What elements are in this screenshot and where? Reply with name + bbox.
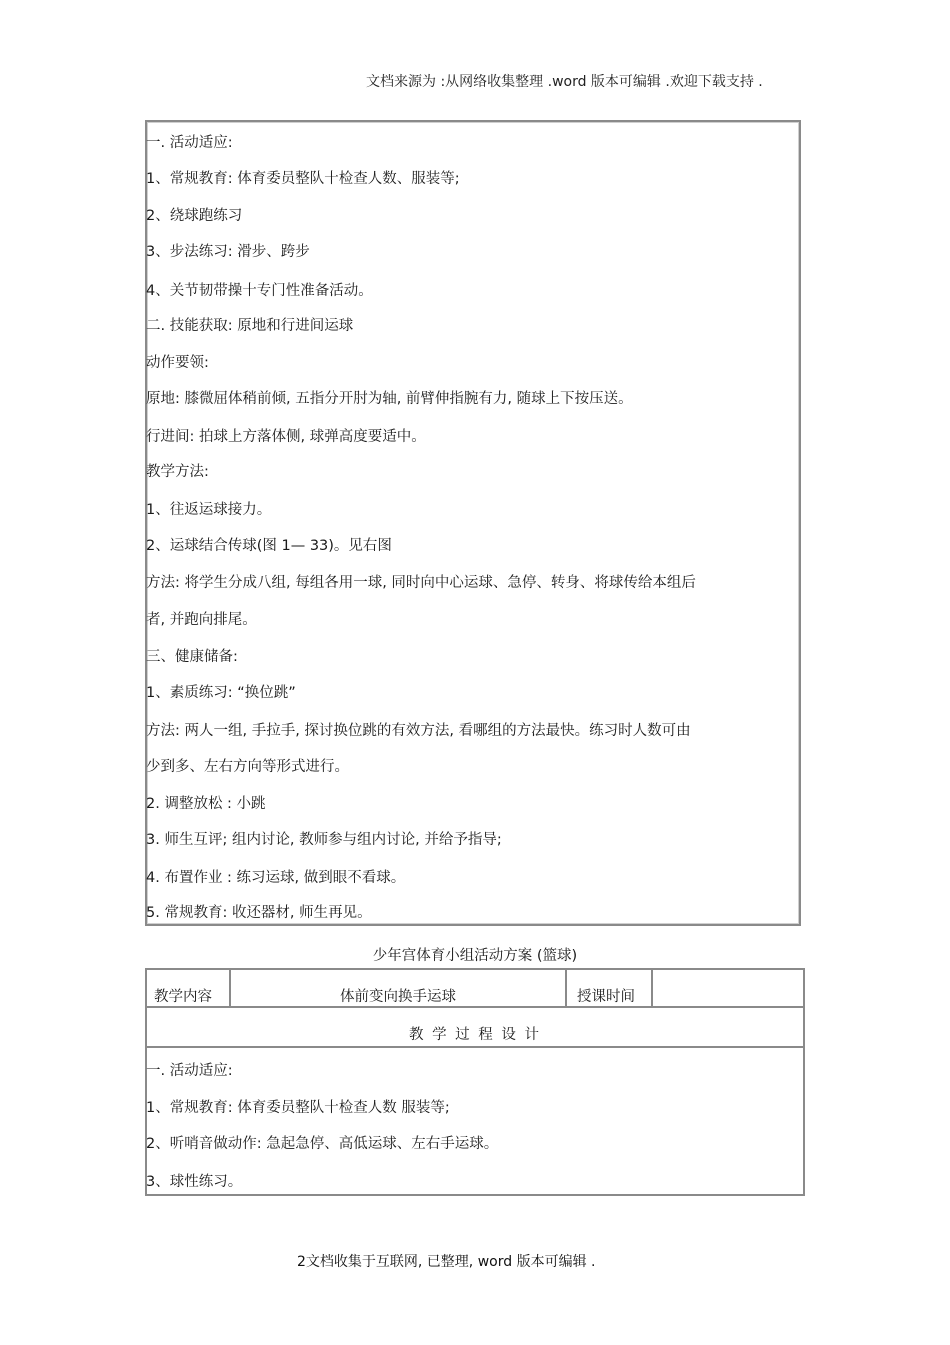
text-line: 方法: 两人一组, 手拉手, 探讨换位跳的有效方法, 看哪组的方法最快。练习时人数可由: [146, 723, 691, 739]
source-note: 文档来源为 :从网络收集整理 .word 版本可编辑 .欢迎下载支持 .: [366, 74, 763, 90]
text-line: 动作要领:: [146, 355, 209, 371]
text-line: 方法: 将学生分成八组, 每组各用一球, 同时向中心运球、急停、转身、将球传给本组后: [146, 575, 696, 591]
text-line: 1、常规教育: 体育委员整队十检查人数、服装等;: [146, 171, 460, 187]
text-line: 行进间: 拍球上方落体侧, 球弹高度要适中。: [146, 429, 426, 445]
process-heading: 教 学 过 程 设 计: [408, 1027, 542, 1043]
content-value: 体前变向换手运球: [340, 989, 456, 1005]
text-line: 二. 技能获取: 原地和行进间运球: [146, 318, 354, 334]
text-line: 1、常规教育: 体育委员整队十检查人数 服装等;: [146, 1100, 450, 1116]
text-line: 2. 调整放松 : 小跳: [146, 796, 266, 812]
text-line: 三、健康储备:: [146, 649, 238, 665]
text-line: 一. 活动适应:: [146, 1063, 233, 1079]
content-label-cell: [145, 968, 231, 1008]
text-line: 1、素质练习: “换位跳”: [146, 685, 296, 701]
content-label: 教学内容: [154, 989, 212, 1005]
text-line: 5. 常规教育: 收还器材, 师生再见。: [146, 905, 372, 921]
text-line: 者, 并跑向排尾。: [146, 612, 257, 628]
time-value-cell: [651, 968, 805, 1008]
content-value-cell: [229, 968, 567, 1008]
footer-note: 2文档收集于互联网, 已整理, word 版本可编辑 .: [297, 1254, 596, 1270]
text-line: 2、绕球跑练习: [146, 208, 243, 224]
process-heading-cell: [145, 1006, 805, 1048]
text-line: 1、往返运球接力。: [146, 502, 272, 518]
text-line: 3、球性练习。: [146, 1174, 243, 1190]
time-label-cell: [565, 968, 653, 1008]
text-line: 3. 师生互评; 组内讨论, 教师参与组内讨论, 并给予指导;: [146, 832, 502, 848]
text-line: 2、运球结合传球(图 1— 33)。见右图: [146, 538, 392, 554]
text-line: 2、听哨音做动作: 急起急停、高低运球、左右手运球。: [146, 1136, 499, 1152]
text-line: 4. 布置作业 : 练习运球, 做到眼不看球。: [146, 870, 406, 886]
plan-title: 少年宫体育小组活动方案 (篮球): [372, 948, 578, 964]
text-line: 原地: 膝微屈体稍前倾, 五指分开肘为轴, 前臂伸指腕有力, 随球上下按压送。: [146, 391, 633, 407]
text-line: 教学方法:: [146, 464, 209, 480]
text-line: 3、步法练习: 滑步、跨步: [146, 244, 310, 260]
process-body-cell: [145, 1046, 805, 1196]
text-line: 少到多、左右方向等形式进行。: [146, 759, 349, 775]
text-line: 4、关节韧带操十专门性准备活动。: [146, 283, 373, 299]
text-line: 一. 活动适应:: [146, 135, 233, 151]
time-label: 授课时间: [577, 989, 635, 1005]
